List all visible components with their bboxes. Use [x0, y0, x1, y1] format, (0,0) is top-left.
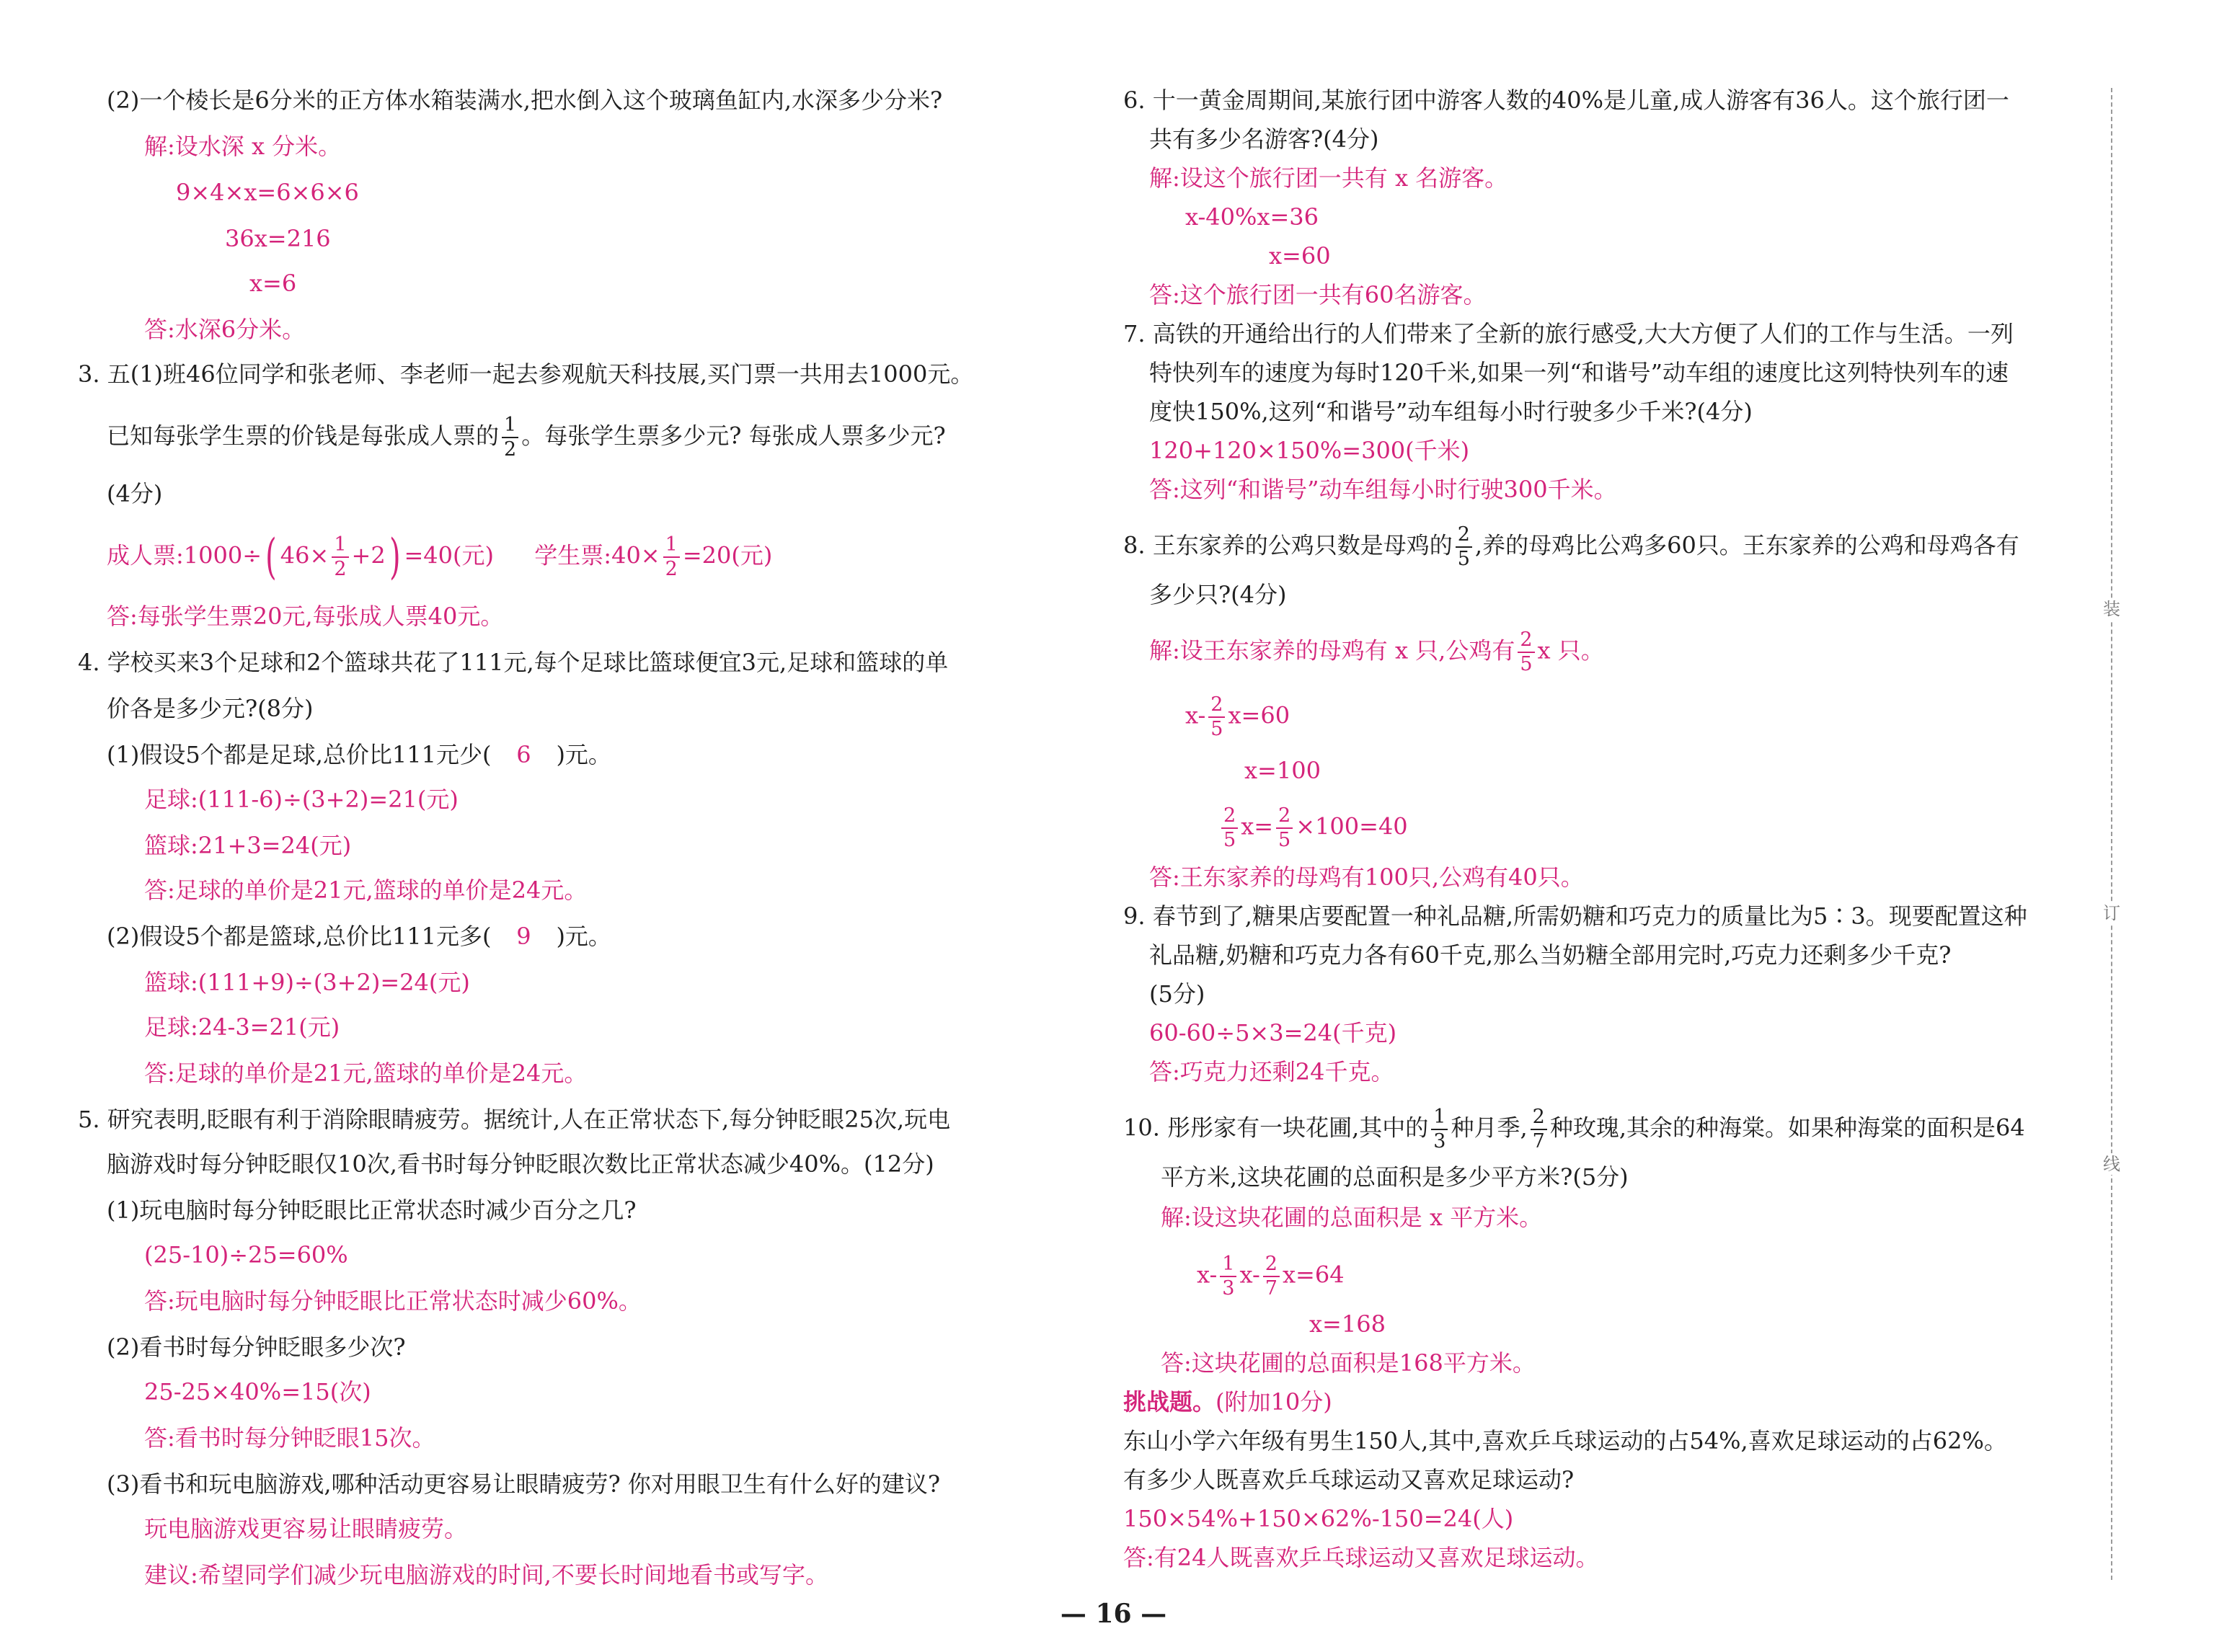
equation: 足球:(111-6)÷(3+2)=21(元) [144, 786, 459, 813]
question-text: 度快150%,这列“和谐号”动车组每小时行驶多少千米?(4分) [1149, 398, 1753, 425]
text-run: x- [1239, 1261, 1260, 1289]
fraction-numerator: 1 [332, 533, 348, 558]
question-text: 礼品糖,奶糖和巧克力各有60千克,那么当奶糖全部用完时,巧克力还剩多少千克? [1149, 941, 1952, 969]
fraction-denominator: 2 [504, 438, 517, 461]
fraction-numerator: 1 [1220, 1253, 1236, 1277]
fraction-denominator: 5 [1210, 718, 1223, 740]
page-number: — 16 — [1060, 1599, 1167, 1629]
fraction [1431, 1106, 1448, 1153]
fraction-numerator: 2 [1531, 1106, 1547, 1130]
fraction-numerator: 2 [1276, 804, 1293, 829]
answer-text [1149, 629, 1604, 676]
answer-text: 答:王东家养的母鸡有100只,公鸡有40只。 [1149, 863, 1584, 891]
answer-text: 答:看书时每分钟眨眼15次。 [144, 1424, 435, 1452]
challenge-heading [1123, 1387, 1332, 1417]
fraction-denominator: 5 [1457, 548, 1470, 570]
answer-text: 答:足球的单价是21元,篮球的单价是24元。 [144, 876, 588, 904]
equation: 篮球:21+3=24(元) [144, 832, 352, 859]
fraction [502, 414, 518, 461]
fraction-numerator: 1 [663, 533, 680, 558]
equation: 篮球:(111+9)÷(3+2)=24(元) [144, 969, 470, 996]
answer-text: 答:有24人既喜欢乒乓球运动又喜欢足球运动。 [1123, 1544, 1599, 1571]
text-run: )元。 [556, 741, 611, 768]
fraction-numerator: 2 [1456, 523, 1472, 548]
challenge-score: (附加10分) [1216, 1388, 1332, 1416]
equation: 足球:24-3=21(元) [144, 1013, 340, 1041]
fraction [1518, 629, 1534, 676]
equation: x=60 [1269, 242, 1331, 270]
text-run: 10. 彤彤家有一块花圃,其中的 [1123, 1114, 1429, 1142]
question-text: 东山小学六年级有男生150人,其中,喜欢乒乓球运动的占54%,喜欢足球运动的占62%。 [1123, 1427, 2007, 1455]
equation: x=100 [1244, 757, 1321, 784]
question-text [107, 740, 611, 770]
text-run: x- [1185, 701, 1206, 729]
text-run: x=64 [1282, 1261, 1345, 1289]
text-run: 8. 王东家养的公鸡只数是母鸡的 [1123, 531, 1453, 559]
text-run: 解:设王东家养的母鸡有 x 只,公鸡有 [1149, 636, 1515, 665]
answer-text: 答:水深6分米。 [144, 316, 306, 343]
fraction-denominator: 2 [334, 558, 347, 580]
question-text: 4. 学校买来3个足球和2个篮球共花了111元,每个足球比篮球便宜3元,足球和篮球的单 [78, 649, 949, 676]
equation: 25-25×40%=15(次) [144, 1378, 371, 1405]
text-run: x- [1197, 1261, 1218, 1289]
question-text: 脑游戏时每分钟眨眼仅10次,看书时每分钟眨眼次数比正常状态减少40%。(12分) [107, 1150, 934, 1178]
fraction [663, 533, 680, 581]
fraction [1221, 804, 1238, 852]
answer-text: 答:这块花圃的总面积是168平方米。 [1161, 1349, 1536, 1377]
text-run: 已知每张学生票的价钱是每张成人票的 [107, 422, 500, 450]
text-run: ,养的母鸡比公鸡多60只。王东家养的公鸡和母鸡各有 [1474, 531, 2019, 559]
fraction-denominator: 7 [1265, 1277, 1278, 1300]
fraction [1263, 1253, 1280, 1300]
question-text: 有多少人既喜欢乒乓球运动又喜欢足球运动? [1123, 1466, 1575, 1493]
text-run: (2)假设5个都是篮球,总价比111元多( [107, 923, 492, 950]
text-run: +2 [351, 541, 386, 569]
equation [1197, 1253, 1345, 1300]
text-run: x= [1241, 812, 1274, 840]
question-text [107, 414, 946, 461]
answer-text: 建议:希望同学们减少玩电脑游戏的时间,不要长时间地看书或写字。 [144, 1561, 828, 1589]
score-label: (5分) [1149, 980, 1205, 1008]
answer-text: 答:这个旅行团一共有60名游客。 [1149, 281, 1487, 308]
fraction-denominator: 3 [1433, 1130, 1446, 1153]
fill-blank-answer: 6 [516, 741, 531, 768]
question-text: (2)一个棱长是6分米的正方体水箱装满水,把水倒入这个玻璃鱼缸内,水深多少分米? [107, 86, 943, 114]
text-run: 种玫瑰,其余的种海棠。如果种海棠的面积是64 [1549, 1114, 2025, 1142]
question-text: 价各是多少元?(8分) [107, 695, 314, 722]
question-text [107, 921, 611, 951]
text-run: x=60 [1228, 701, 1290, 729]
text-run: =40(元) [404, 541, 494, 569]
question-text: (3)看书和玩电脑游戏,哪种活动更容易让眼睛疲劳? 你对用眼卫生有什么好的建议? [107, 1470, 940, 1498]
fraction [1220, 1253, 1236, 1300]
right-paren-icon: ) [389, 529, 401, 585]
answer-text: 答:足球的单价是21元,篮球的单价是24元。 [144, 1060, 588, 1087]
text-run: )元。 [556, 923, 611, 950]
binding-cut-line [2111, 88, 2112, 1580]
text-run: 种月季, [1451, 1114, 1528, 1142]
fraction-denominator: 7 [1532, 1130, 1545, 1153]
equation: x=6 [249, 270, 297, 297]
equation: 36x=216 [225, 225, 331, 252]
score-label: (4分) [107, 480, 163, 507]
question-text [1123, 1106, 2025, 1153]
text-run: 学生票:40× [534, 541, 660, 569]
fraction-numerator: 1 [1431, 1106, 1448, 1130]
text-run: =20(元) [682, 541, 773, 569]
left-paren-icon: ( [265, 529, 277, 585]
question-text: 3. 五(1)班46位同学和张老师、李老师一起去参观航天科技展,买门票一共用去1000元。 [78, 360, 974, 388]
fraction [332, 533, 348, 581]
fraction-numerator: 1 [502, 414, 518, 438]
equation: 150×54%+150×62%-150=24(人) [1123, 1505, 1514, 1532]
fraction [1456, 523, 1472, 571]
binding-mark: 线 [2101, 1153, 2122, 1175]
fraction-denominator: 5 [1278, 829, 1291, 851]
question-text: 平方米,这块花圃的总面积是多少平方米?(5分) [1161, 1163, 1629, 1191]
challenge-title: 挑战题。 [1123, 1388, 1216, 1416]
text-run: 46× [280, 541, 329, 569]
equation: (25-10)÷25=60% [144, 1241, 348, 1269]
fraction [1208, 693, 1225, 741]
equation: x=168 [1309, 1310, 1386, 1338]
equation: x-40%x=36 [1185, 203, 1319, 231]
fraction-numerator: 2 [1208, 693, 1225, 718]
equation [1185, 693, 1290, 741]
answer-text: 答:这列“和谐号”动车组每小时行驶300千米。 [1149, 476, 1617, 503]
equation: 120+120×150%=300(千米) [1149, 437, 1470, 464]
question-text: (1)玩电脑时每分钟眨眼比正常状态时减少百分之几? [107, 1196, 637, 1224]
text-run: ×100=40 [1296, 812, 1408, 840]
fraction-numerator: 2 [1263, 1253, 1280, 1277]
equation [1218, 804, 1408, 852]
question-text: 特快列车的速度为每时120千米,如果一列“和谐号”动车组的速度比这列特快列车的速 [1149, 359, 2009, 386]
answer-text: 答:玩电脑时每分钟眨眼比正常状态时减少60%。 [144, 1287, 642, 1315]
question-text: 5. 研究表明,眨眼有利于消除眼睛疲劳。据统计,人在正常状态下,每分钟眨眼25次,玩电 [78, 1106, 951, 1133]
equation: 60-60÷5×3=24(千克) [1149, 1019, 1397, 1047]
answer-text: 解:设这个旅行团一共有 x 名游客。 [1149, 164, 1508, 192]
answer-text: 解:设水深 x 分米。 [144, 133, 342, 160]
binding-mark: 装 [2101, 598, 2122, 620]
equation: 9×4×x=6×6×6 [176, 179, 359, 206]
question-text [1123, 523, 2019, 571]
fraction [1531, 1106, 1547, 1153]
answer-text: 答:每张学生票20元,每张成人票40元。 [107, 603, 504, 630]
answer-text: 答:巧克力还剩24千克。 [1149, 1058, 1394, 1085]
fraction-denominator: 2 [665, 558, 678, 580]
binding-mark: 订 [2101, 902, 2122, 924]
question-text: 共有多少名游客?(4分) [1149, 125, 1379, 153]
question-text: 7. 高铁的开通给出行的人们带来了全新的旅行感受,大大方便了人们的工作与生活。一列 [1123, 320, 2014, 347]
equation [107, 529, 773, 585]
text-run: 。每张学生票多少元? 每张成人票多少元? [521, 422, 946, 450]
fraction-numerator: 2 [1518, 629, 1534, 653]
question-text: (2)看书时每分钟眨眼多少次? [107, 1333, 406, 1361]
fraction-numerator: 2 [1221, 804, 1238, 829]
text-run: x 只。 [1537, 636, 1604, 665]
fraction [1276, 804, 1293, 852]
question-text: 多少只?(4分) [1149, 581, 1287, 608]
text-run: (1)假设5个都是足球,总价比111元少( [107, 741, 492, 768]
fraction-denominator: 5 [1520, 653, 1533, 675]
text-run: 成人票:1000÷ [107, 541, 262, 569]
question-text: 9. 春节到了,糖果店要配置一种礼品糖,所需奶糖和巧克力的质量比为5∶3。现要配置这种 [1123, 902, 2027, 930]
fraction-denominator: 3 [1222, 1277, 1235, 1300]
fill-blank-answer: 9 [516, 923, 531, 950]
answer-text: 玩电脑游戏更容易让眼睛疲劳。 [144, 1515, 468, 1542]
answer-text: 解:设这块花圃的总面积是 x 平方米。 [1161, 1204, 1543, 1231]
question-text: 6. 十一黄金周期间,某旅行团中游客人数的40%是儿童,成人游客有36人。这个旅行团一 [1123, 86, 2009, 114]
fraction-denominator: 5 [1223, 829, 1236, 851]
